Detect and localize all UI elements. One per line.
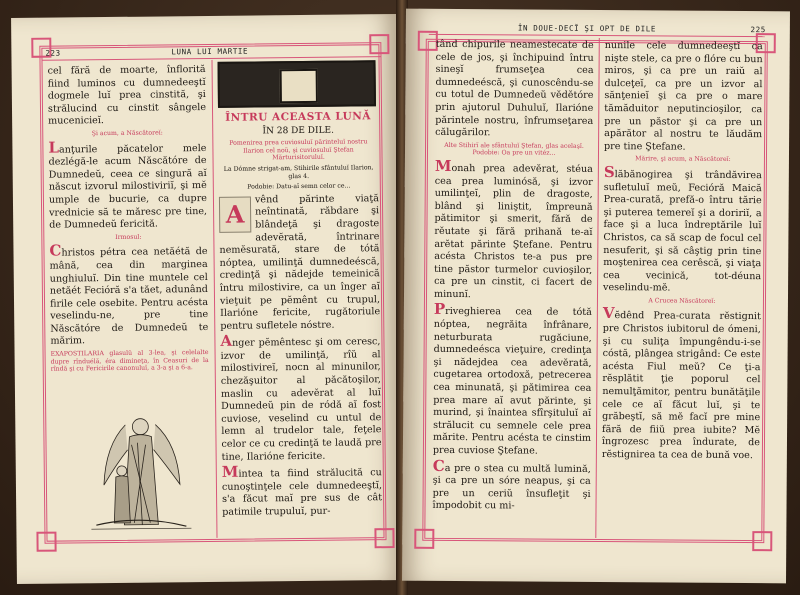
paragraph: tând chipurile neamestecate de cele de jos, şi închipuind întru sineşĭ frumseţea cea dumnedeéscă, şi cunoscêndu-se cu totul de Dumnedeŭ vĕdĕtóre prin ajutorul Duhuluĭ, Ilarióne părintele nostru, înfrumseţarea călugărilor.: [435, 38, 594, 139]
commemoration: Pomenirea prea cuviosuluĭ părinteluĭ nostru Ilarion cel noŭ, şi cuviosuluĭ Ştefan Mărturisitoruluĭ.: [229, 138, 368, 162]
corner-ornament: [414, 529, 434, 549]
right-column-1: [432, 39, 593, 516]
paragraph: Anger pĕmêntesc şi om ceresc, izvor de umilinţă, rîŭ al milostivireĭ, nocn al minunilor, chezăşuitor al păcătoşilor, maslin cu adevĕrat al luĭ Dumnedeŭ pin de ródă aĭ fost cuviose, veselind cu untul de lemn al trudelor tale, feţele celor ce cu credinţă te laudă pre tine, Ilarióne fericite.: [220, 332, 382, 463]
left-column-1: [48, 64, 209, 376]
initial-letter: A: [220, 332, 233, 351]
running-head: LUNA LUI MARTIE: [171, 46, 249, 57]
left-column-2: [218, 60, 383, 521]
prosomia-note: Podobie: Datu-aĭ semn celor ce...: [247, 182, 351, 191]
paragraph: Christos pétra cea netăétă de mână, cea din marginea unghiuluĭ. Din tine muntele cel netăét Fecióră s'a tăet, adunând firile cele osebite. Pentru acésta veselindu-ne, pre tine Născătóre de Dumnedeŭ te mărim.: [49, 241, 209, 348]
rubric: Şi acum, a Născătoreĭ:: [91, 129, 163, 138]
initial-letter: L: [48, 138, 60, 157]
initial-letter: C: [432, 456, 445, 475]
paragraph: A vênd părinte viaţă neîntinată, răbdare şi blândeţă şi dragoste adevĕrată, întrinare nemĕsurată, stare de tótă nóptea, umilinţă dumnedeéscă, credinţă şi nădejde temeinică întru milostivire, ca un înger aĭ vieţuit pe pĕmênt cu trupul, Ilarióne fericite, rugătoriule pentru sufletele nóstre.: [219, 192, 381, 332]
day-heading: ÎN 28 DE DILE.: [262, 125, 335, 137]
paragraph: cel fără de moarte, înflorită fiind luminos cu dumnedeeştĭ dogmele luĭ prea cinstită, şi strălucind cu cinstit sângele mucenicieĭ.: [47, 64, 207, 128]
paragraph: Vĕdênd Prea-curata rĕstignit pre Christos iubitorul de ómeni, şi cu suliţa împungêndu-i-se cóstă, plângea strigând: Ce este acésta Fiul meŭ? Ce ţi-a rĕsplătit ţie poporul cel nemulţămitor, pentru bunătăţile cele ce aĭ făcut luĭ, şi te grăbeştĭ, să mĕ facĭ pre mine fără de fiiŭ prea iubite? Mĕ îngrozesc prea îndurate, de rĕstignirea ta cea de bună voe.: [601, 304, 761, 462]
initial-letter: S: [603, 162, 615, 182]
vespers-note: La Dómne strigat-am, Stihirile sfântuluĭ Ilarion, glas 4.: [223, 164, 374, 180]
rubric: A Crucea Născătoreĭ:: [648, 297, 716, 305]
corner-ornament: [36, 532, 56, 552]
initial-letter: V: [602, 304, 615, 323]
initial-letter: C: [49, 241, 62, 260]
paragraph: Ca pre o stea cu multă lumină, şi ca pre un sóre neapus, şi ca pre un ceriŭ însufleţit şi împodobit cu mi-: [432, 456, 591, 512]
initial-letter: M: [221, 462, 239, 482]
right-column-2: [602, 40, 763, 465]
angel-with-child-engraving: [85, 404, 196, 533]
headpiece-icon: [280, 69, 318, 103]
paragraph: Mintea ta fiind strălucită cu cunoştinţele cele dumnedeeştĭ, s'a făcut maĭ pre sus de cât patimile trupuluĭ, pur-: [221, 462, 383, 518]
rubric: Mărire, şi acum, a Născătoreĭ:: [635, 155, 731, 164]
paragraph: Monah prea adevĕrat, stéua cea prea luminósă, şi izvor umilinţeĭ, plin de dragoste, blând şi liniştit, împreună pătimitor şi smerit, fără de rĕutate şi fără prihană te-aĭ arĕtat părinte Ştefane. Pentru acésta Christos te-a pus pre tine păstor turmelor cuvioşilor, ca pre un cinstit, ci facert de minunĭ.: [433, 156, 593, 301]
running-head: ÎN DOUE-DECĬ ŞI OPT DE DILE: [517, 23, 657, 34]
left-page: [11, 14, 403, 584]
header-rule: [429, 34, 765, 37]
rubric: Irmosul:: [115, 233, 142, 241]
paragraph: nunile cele dumnedeeştĭ ca nişte stele, ca pre o flóre cu bun miros, şi ca pre un raiŭ al dulceţeĭ, ca pre un izvor al sănţenieĭ şi ca pre o mare tămăduitor neputincioşilor, ca pre un păstor şi ca pre un apărător al nostru te lăudăm pre tine Ştefane.: [604, 40, 763, 153]
headpiece-ornament: [218, 60, 376, 108]
paragraph: Slăbănogirea şi trândăvirea sufletuluĭ meŭ, Fecióră Maică Prea-curată, prefă-o întru tărie şi puterea temereĭ şi a doririĭ, a face şi a luca îndreptările luĭ Christos, ca să scap de focul cel nesuferit, şi să câştig prin tine moştenirea cea cerêscă, şi viaţa cea vecinică, tot-déuna veselindu-mĕ.: [603, 162, 762, 294]
corner-ornament: [752, 531, 772, 551]
rubric: Alte Stihirĭ ale sfântuluĭ Ştefan, glas acelaşĭ. Podobie: Oa pre un vitéz...: [444, 141, 584, 158]
section-heading: ÎNTRU ACEASTA LUNĂ: [225, 110, 372, 124]
initial-letter: M: [434, 156, 452, 175]
corner-ornament: [369, 34, 389, 54]
right-page: [402, 9, 790, 584]
paragraph: Priveghierea cea de tótă nóptea, negrăita înfrânare, neturburata rugăciune, dumnedeésca vieţuire, credinţa şi nădejdea cea adevĕrată, cugetarea ortodoxă, petrecerea cea minunată, şi pătimirea cea prea mare aĭ avut părinte, şi murind, şi înaintea sfîrşituluĭ aĭ strălucit cu semnele cele prea mărite. Pentru acésta te cinstim prea cuviose Ştefane.: [432, 300, 592, 457]
page-number: 223: [45, 48, 61, 58]
decorated-initial: A: [219, 196, 251, 232]
corner-ornament: [374, 528, 394, 548]
exapostilaria-note: EXAPOSTILARIA glasulŭ al 3-lea, şi celelalte dupre rînduélă, éra dimineţa, în Ceasuri de la rîndă şi cu Fericirile canonuluĭ, a 3-a şi a 6-a.: [50, 349, 209, 373]
initial-letter: P: [433, 300, 446, 319]
page-number: 225: [750, 25, 766, 35]
paragraph: Lanţurile păcatelor mele dezlégă-le acum Născătóre de Dumnedeŭ, ceea ce singură aĭ născut izvorul milostiviriĭ, şi mĕ umple de bucurie, ca dupre vrednicie să te măresc pre tine, de Dumnedeŭ fericită.: [48, 138, 208, 231]
